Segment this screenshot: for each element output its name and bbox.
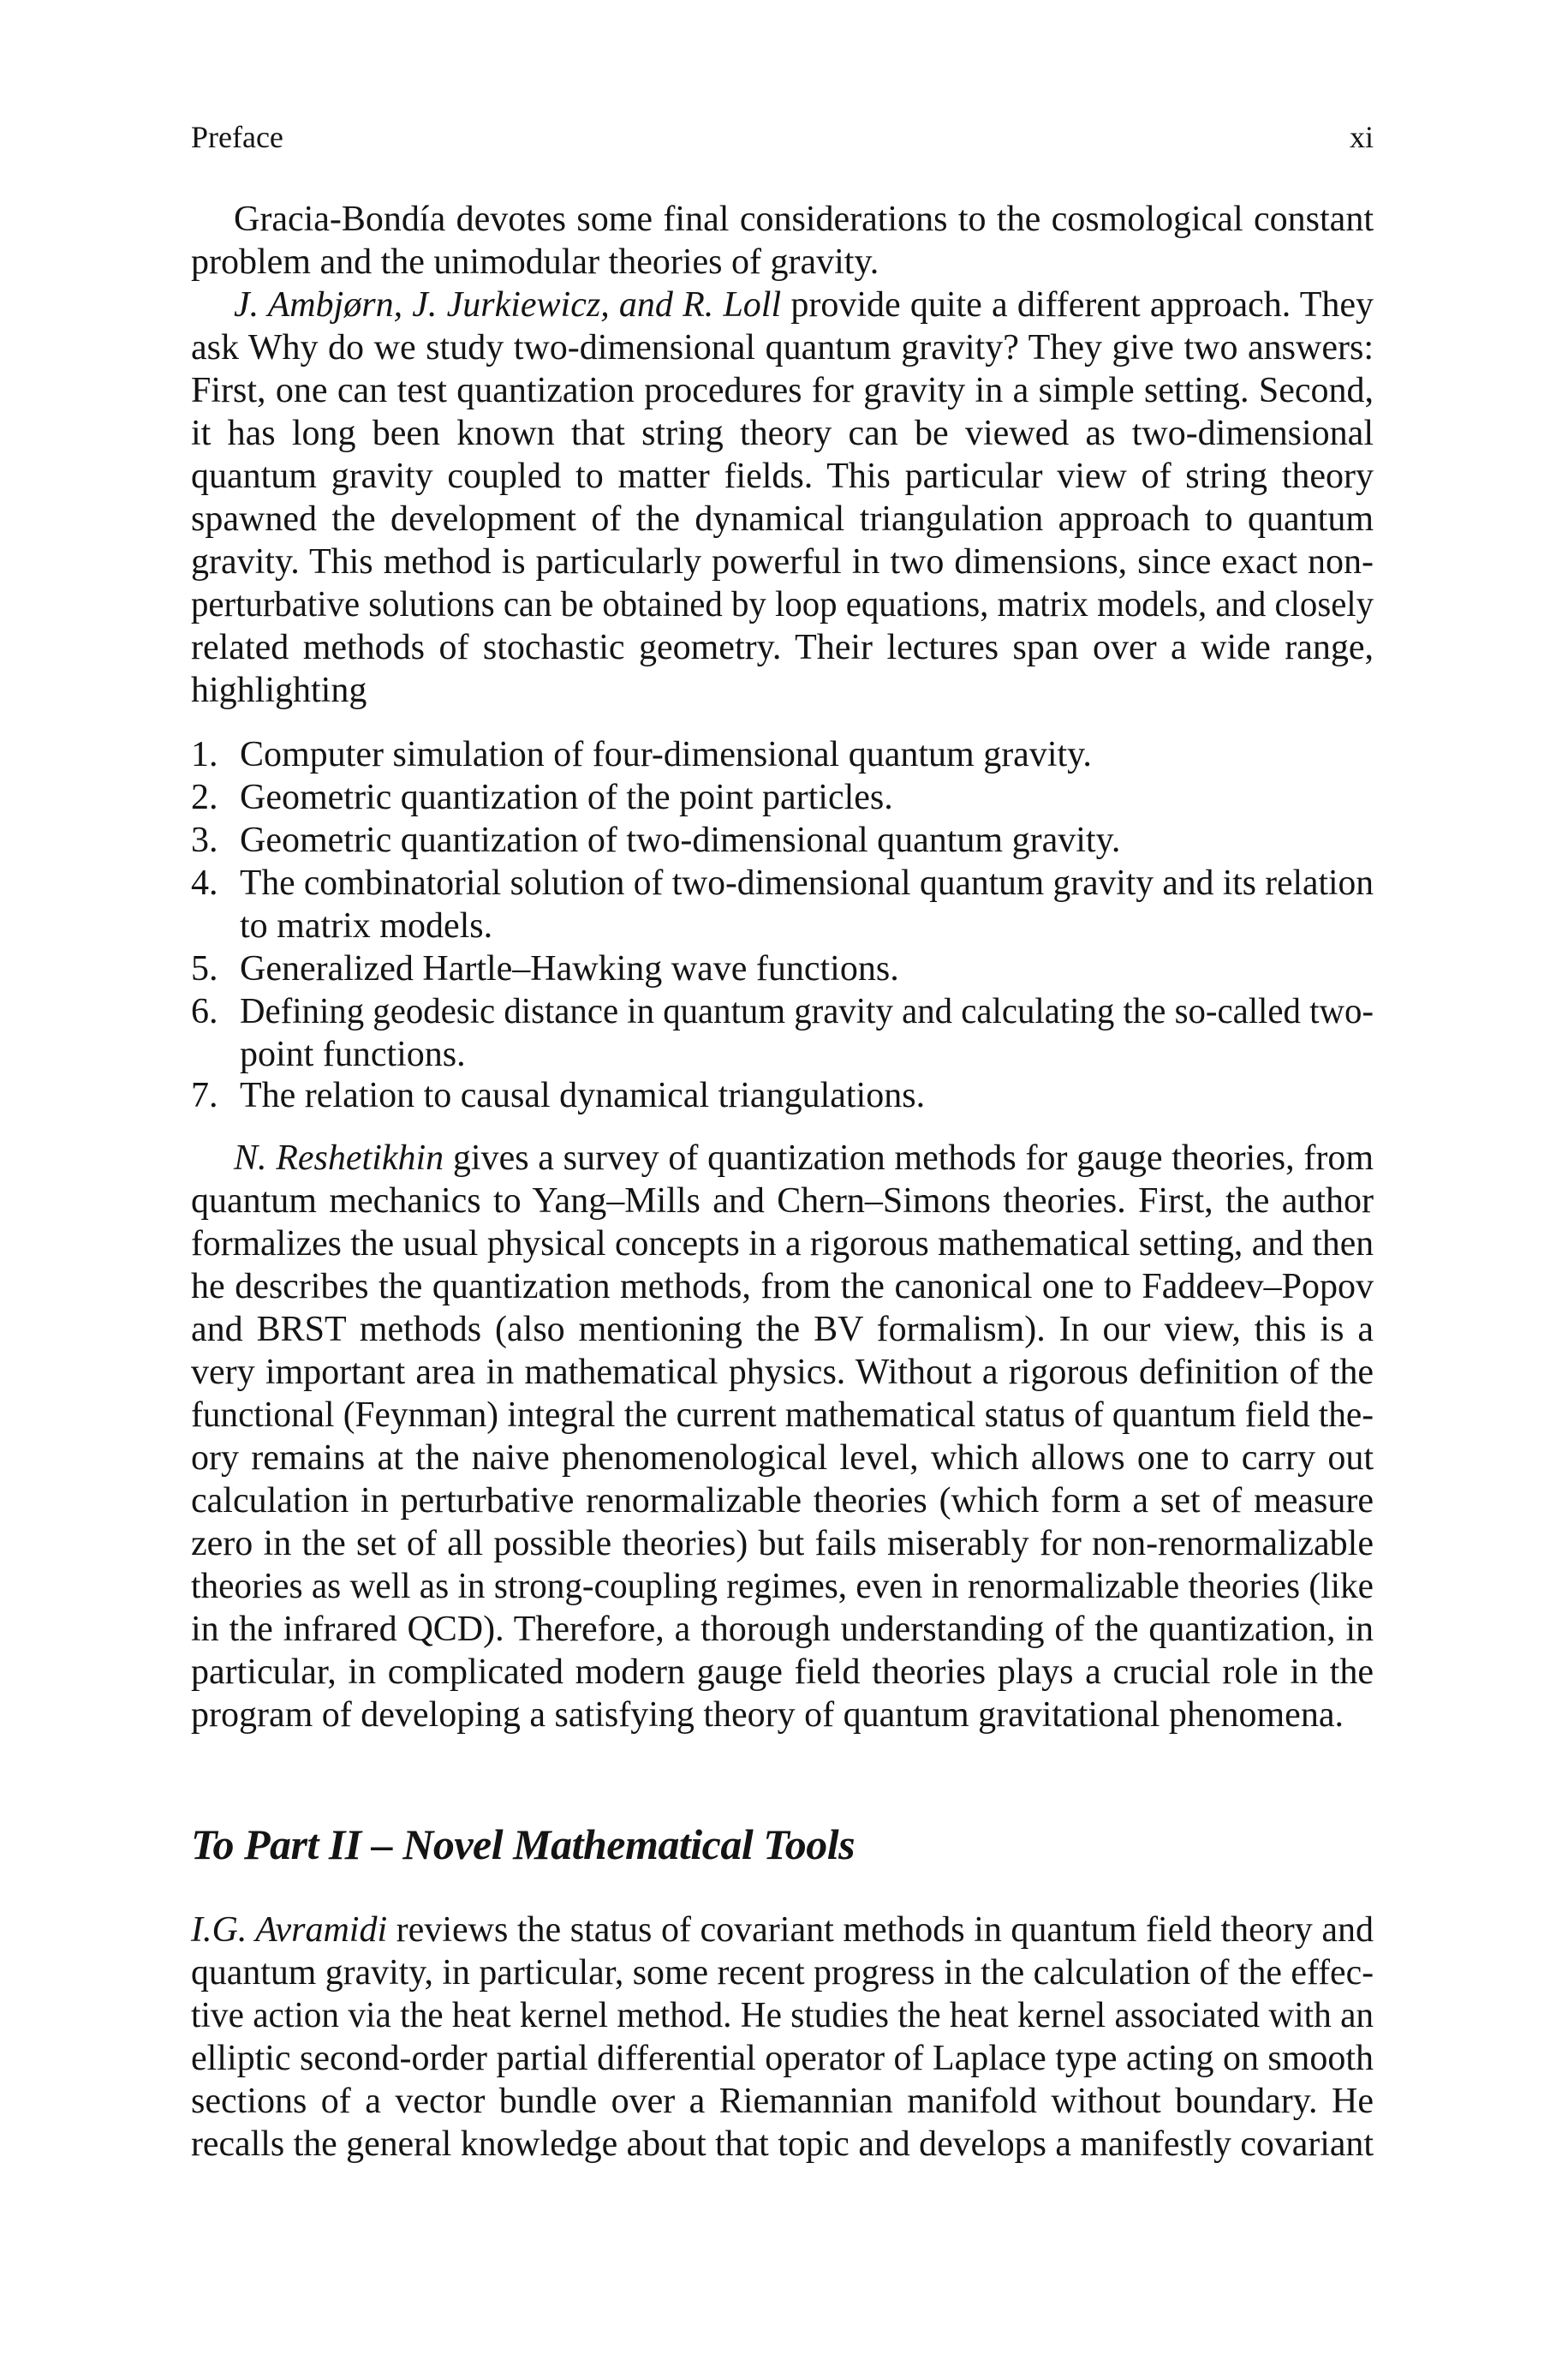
list-number: 7. — [191, 1076, 218, 1115]
text-line: gravity. This method is particularly powerful in two dimensions, since exact non- — [191, 542, 1374, 582]
list-number: 5. — [191, 949, 218, 989]
text-line: very important area in mathematical physics. Without a rigorous definition of the — [191, 1353, 1374, 1392]
text-line: tive action via the heat kernel method. He studies the heat kernel associated with an — [191, 1996, 1374, 2035]
list-number: 2. — [191, 778, 218, 817]
text-line: in the infrared QCD). Therefore, a thorough understanding of the quantization, in — [191, 1610, 1374, 1649]
text-line: and BRST methods (also mentioning the BV formalism). In our view, this is a — [191, 1310, 1374, 1349]
text-line: related methods of stochastic geometry. Their lectures span over a wide range, — [191, 628, 1374, 667]
text-line: elliptic second-order partial differential operator of Laplace type acting on smooth — [191, 2039, 1374, 2078]
text-line: theories as well as in strong-coupling regimes, even in renormalizable theories (like — [191, 1567, 1374, 1606]
text-line: Gracia-Bondía devotes some final considerations to the cosmological constant — [234, 200, 1374, 239]
author-names: N. Reshetikhin — [234, 1138, 444, 1178]
section-heading: To Part II – Novel Mathematical Tools — [191, 1820, 856, 1868]
text-line: quantum gravity coupled to matter fields. This particular view of string theory — [191, 457, 1374, 496]
text-line: functional (Feynman) integral the current mathematical status of quantum field the- — [191, 1395, 1374, 1435]
text-line: program of developing a satisfying theory of quantum gravitational phenomena. — [191, 1695, 1344, 1735]
text-line: perturbative solutions can be obtained by loop equations, matrix models, and closely — [191, 585, 1374, 624]
text-line: quantum mechanics to Yang–Mills and Chern–Simons theories. First, the author — [191, 1181, 1374, 1221]
text-line: formalizes the usual physical concepts in a rigorous mathematical setting, and then — [191, 1224, 1374, 1264]
text-line: calculation in perturbative renormalizable theories (which form a set of measure — [191, 1481, 1374, 1521]
list-item-text: The combinatorial solution of two-dimensional quantum gravity and its relation — [240, 863, 1374, 903]
list-item-text: Generalized Hartle–Hawking wave functions. — [240, 949, 899, 989]
running-head-title: Preface — [191, 120, 283, 154]
text-line: problem and the unimodular theories of gravity. — [191, 242, 879, 282]
list-number: 3. — [191, 821, 218, 860]
running-head — [191, 120, 1374, 154]
list-item-text: Geometric quantization of the point particles. — [240, 778, 893, 817]
list-item-text: Computer simulation of four-dimensional quantum gravity. — [240, 735, 1092, 774]
text-line: spawned the development of the dynamical triangulation approach to quantum — [191, 499, 1374, 539]
text-line: ory remains at the naive phenomenological level, which allows one to carry out — [191, 1438, 1374, 1478]
list-number: 4. — [191, 863, 218, 903]
author-names: I.G. Avramidi — [191, 1910, 388, 1950]
text-line: recalls the general knowledge about that topic and develops a manifestly covariant — [191, 2124, 1374, 2164]
page-number: xi — [1349, 120, 1374, 154]
text-line: ask Why do we study two-dimensional quantum gravity? They give two answers: — [191, 328, 1374, 367]
text-line: quantum gravity, in particular, some recent progress in the calculation of the effec- — [191, 1953, 1374, 1993]
text-line: zero in the set of all possible theories) but fails miserably for non-renormalizable — [191, 1524, 1374, 1563]
list-number: 1. — [191, 735, 218, 774]
text-line: N. Reshetikhin gives a survey of quantization methods for gauge theories, from — [234, 1138, 1374, 1178]
list-number: 6. — [191, 992, 218, 1031]
list-item-text: Geometric quantization of two-dimensional quantum gravity. — [240, 821, 1121, 860]
list-item-text: point functions. — [240, 1035, 466, 1074]
list-item-text: The relation to causal dynamical triangulations. — [240, 1076, 926, 1115]
text-line: highlighting — [191, 671, 367, 710]
text-line: sections of a vector bundle over a Riemannian manifold without boundary. He — [191, 2082, 1374, 2121]
text-line: J. Ambjørn, J. Jurkiewicz, and R. Loll provide quite a different approach. They — [234, 285, 1374, 325]
text-line: First, one can test quantization procedures for gravity in a simple setting. Second, — [191, 371, 1374, 410]
text-line: I.G. Avramidi reviews the status of covariant methods in quantum field theory and — [191, 1910, 1374, 1950]
text-line: particular, in complicated modern gauge field theories plays a crucial role in the — [191, 1652, 1374, 1692]
text-line: he describes the quantization methods, from the canonical one to Faddeev–Popov — [191, 1267, 1374, 1306]
list-item-text: Defining geodesic distance in quantum gravity and calculating the so-called two- — [240, 992, 1374, 1031]
list-item-text: to matrix models. — [240, 906, 493, 946]
author-names: J. Ambjørn, J. Jurkiewicz, and R. Loll — [234, 285, 782, 325]
text-line: it has long been known that string theory can be viewed as two-dimensional — [191, 414, 1374, 453]
